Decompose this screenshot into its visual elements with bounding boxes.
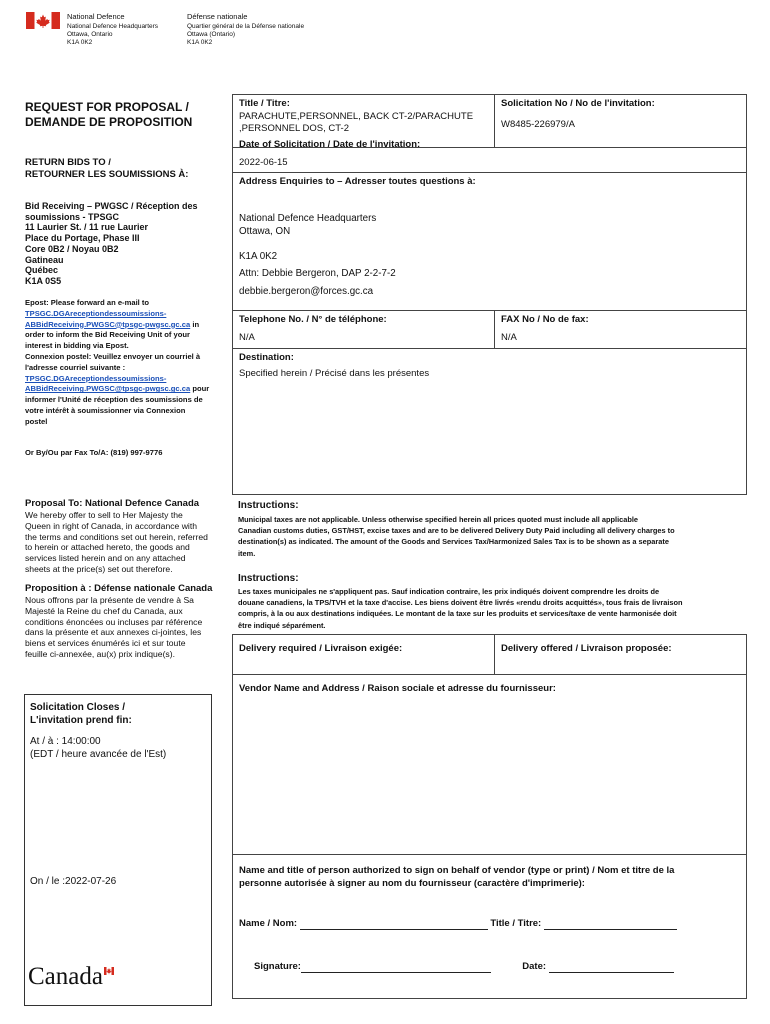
return-bids-label: RETURN BIDS TO / RETOURNER LES SOUMISSIONS À: — [25, 157, 189, 180]
name-field[interactable] — [300, 920, 488, 930]
header-en-dept: National Defence — [67, 12, 125, 21]
title-value: PARACHUTE,PERSONNEL, BACK CT-2/PARACHUTE ,PERSONNEL DOS, CT-2 — [239, 111, 474, 134]
proposition-label: Proposition à : Défense nationale Canada — [25, 583, 213, 594]
instructions-fr-label: Instructions: — [238, 573, 299, 584]
solicitation-closes-label: Solicitation Closes / L'invitation prend fin: — [30, 702, 132, 726]
instructions-en-label: Instructions: — [238, 500, 299, 511]
instructions-en-text: Municipal taxes are not applicable. Unless otherwise specified herein all prices quoted must include all applicable Canadian customs duties, GST/HST, excise taxes and are to be delivered Delivery Duty Paid including all delivery charges to destination(s) as indicated. The amount of the Goods and Services Tax/Harmonized Sales Tax is to be shown as a separate item. — [238, 515, 675, 558]
signature-date-row: Signature: Date: — [254, 961, 674, 973]
telephone-value: N/A — [239, 332, 255, 343]
enquiries-label: Address Enquiries to – Adresser toutes questions à: — [239, 176, 476, 187]
epost-email-link-1b[interactable]: ABBidReceiving.PWGSC@tpsgc-pwgsc.gc.ca — [25, 319, 191, 329]
fax-line: Or By/Ou par Fax To/A: (819) 997-9776 — [25, 448, 163, 457]
instructions-fr-text: Les taxes municipales ne s'appliquent pas. Sauf indication contraire, les prix indiqués doivent comprendre les droits de douane canadiens, la TPS/TVH et la taxe d'accise. Les biens doivent être livrés «rendu droits acquittés», tous frais de livraison compris, à la ou aux destinations indiquées. Le montant de la taxe sur les produits et services/taxe de vente harmonisée doit être indiqué séparément. — [238, 587, 683, 630]
title-label: Title / Titre: — [239, 98, 290, 109]
telephone-label: Telephone No. / N° de téléphone: — [239, 314, 387, 325]
proposal-to-text: We hereby offer to sell to Her Majesty the Queen in right of Canada, in accordance with the terms and conditions set out herein, referred to herein or attached hereto, the goods and services listed herein and on any attached sheets at the price(s) set out therefore. — [25, 510, 208, 574]
solicitation-date-value: 2022-06-15 — [239, 157, 288, 168]
vendor-name-address-field[interactable] — [236, 697, 742, 849]
fax-label: FAX No / No de fax: — [501, 314, 589, 325]
solicitation-no-label: Solicitation No / No de l'invitation: — [501, 98, 655, 109]
enquiries-email: debbie.bergeron@forces.gc.ca — [239, 286, 374, 297]
solicitation-closes-date: On / le :2022-07-26 — [30, 876, 117, 887]
vendor-name-address-label: Vendor Name and Address / Raison sociale et adresse du fournisseur: — [239, 683, 556, 694]
proposition-text: Nous offrons par la présente de vendre à Sa Majesté la Reine du chef du Canada, aux conditions énoncées ou incluses par référence dans la présente et aux annexes ci-jointes, les biens et services énumérés ici et sur toute feuille ci-annexée, au(x) prix indique(s). — [25, 595, 203, 659]
header-fr-address: Quartier général de la Défense nationale Ottawa (Ontario) K1A 0K2 — [187, 23, 305, 46]
destination-value: Specified herein / Précisé dans les présentes — [239, 368, 430, 379]
canada-flag-icon — [26, 12, 60, 29]
signature-field[interactable] — [301, 963, 491, 973]
solicitation-closes-time: At / à : 14:00:00 (EDT / heure avancée de l'Est) — [30, 736, 167, 760]
epost-email-link-2b[interactable]: ABBidReceiving.PWGSC@tpsgc-pwgsc.gc.ca — [25, 384, 191, 394]
delivery-offered-label: Delivery offered / Livraison proposée: — [501, 643, 672, 654]
fax-value: N/A — [501, 332, 517, 343]
solicitation-no-value: W8485-226979/A — [501, 119, 575, 130]
bid-receiving-address: Bid Receiving – PWGSC / Réception des soumissions - TPSGC 11 Laurier St. / 11 rue Laurier Place du Portage, Phase III Core 0B2 / Noyau 0B2 Gatineau Québec K1A 0S5 — [25, 201, 198, 286]
title-field[interactable] — [544, 920, 677, 930]
name-title-row: Name / Nom: Title / Titre: — [239, 918, 677, 930]
rfp-title: REQUEST FOR PROPOSAL / DEMANDE DE PROPOSITION — [25, 100, 193, 129]
enquiries-attn: Attn: Debbie Bergeron, DAP 2-2-7-2 — [239, 268, 396, 279]
enquiries-address: National Defence Headquarters Ottawa, ON — [239, 213, 377, 237]
date-field[interactable] — [549, 963, 674, 973]
header-fr-dept: Défense nationale — [187, 12, 248, 21]
epost-email-link-2a[interactable]: TPSGC.DGAreceptiondessoumissions- — [25, 373, 167, 383]
destination-label: Destination: — [239, 352, 294, 363]
enquiries-postal: K1A 0K2 — [239, 251, 278, 262]
authorized-signer-label: Name and title of person authorized to sign on behalf of vendor (type or print) / Nom et titre de la personne autorisée à signer au nom du fournisseur (caractère d'imprimerie): — [239, 865, 675, 889]
proposal-to-label: Proposal To: National Defence Canada — [25, 498, 200, 509]
header-en-address: National Defence Headquarters Ottawa, Ontario K1A 0K2 — [67, 23, 159, 46]
epost-email-link-1a[interactable]: TPSGC.DGAreceptiondessoumissions- — [25, 308, 167, 318]
epost-instructions: Epost: Please forward an e-mail to TPSGC.DGAreceptiondessoumissions- ABBidReceiving.PWGSC@tpsgc-pwgsc.gc.ca in order to inform the Bid Receiving Unit of your interest in bidding via Epost. Connexion postel: Veuillez envoyer un courriel à l'adresse courriel suivante : TPSGC.DGAreceptiondessoumissions- ABBidReceiving.PWGSC@tpsgc-pwgsc.gc.ca pour informer l'Unité de réception des soumissions de votre intérêt à soumissionner via Connexion postel — [25, 298, 225, 428]
canada-wordmark: Canada — [28, 963, 103, 990]
wordmark-flag-icon — [104, 967, 114, 975]
delivery-required-label: Delivery required / Livraison exigée: — [239, 643, 403, 654]
solicitation-date-label: Date of Solicitation / Date de l'invitation: — [239, 139, 421, 150]
